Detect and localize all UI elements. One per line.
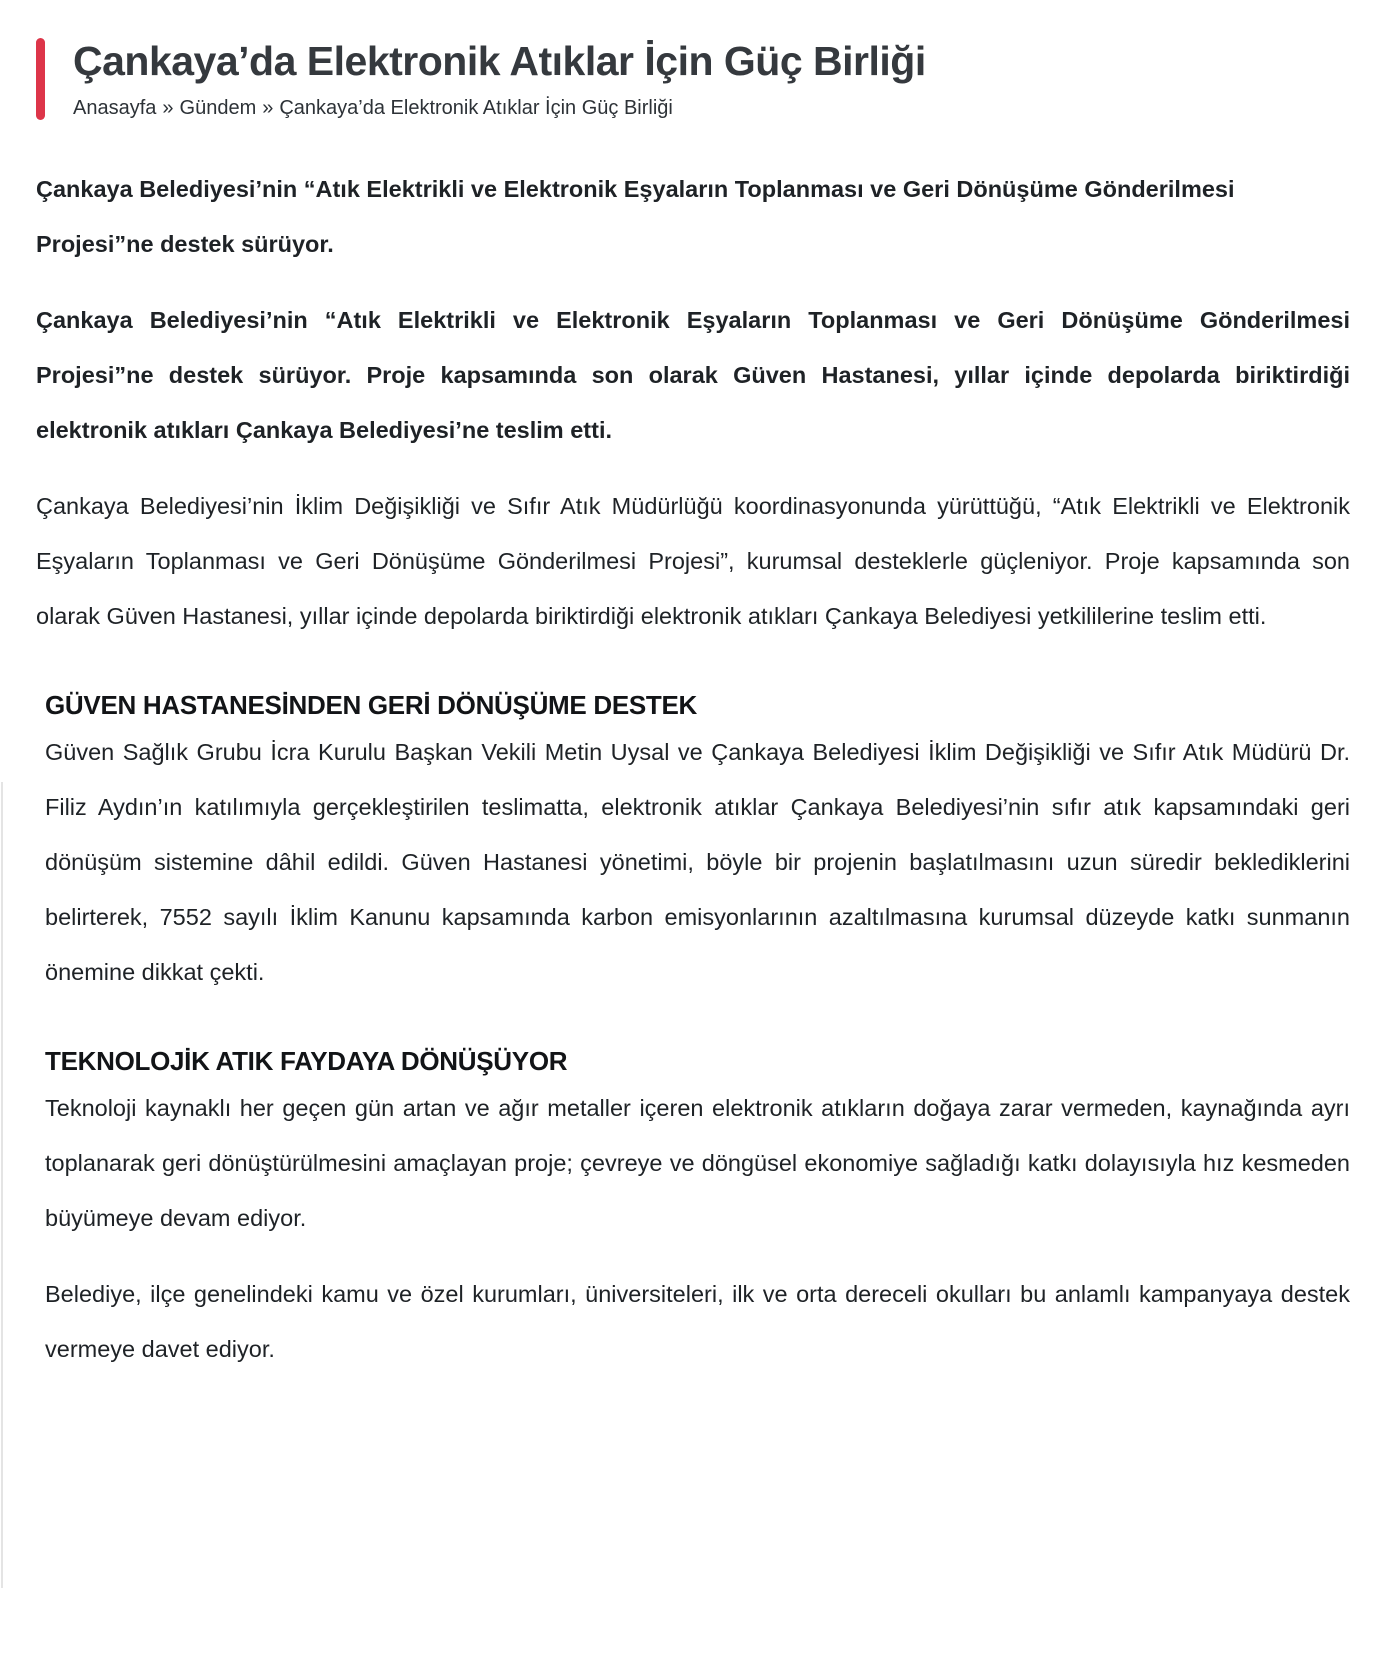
page-title: Çankaya’da Elektronik Atıklar İçin Güç Birliği — [73, 38, 926, 84]
breadcrumb-current: Çankaya’da Elektronik Atıklar İçin Güç Birliği — [279, 97, 673, 120]
breadcrumb — [73, 97, 926, 120]
section-heading-teknolojik: TEKNOLOJİK ATIK FAYDAYA DÖNÜŞÜYOR — [45, 1046, 568, 1077]
section-teknolojik-atik — [45, 1046, 1350, 1377]
header-texts — [73, 38, 926, 120]
lower-sections — [36, 690, 1350, 1377]
section-paragraph: Teknoloji kaynaklı her geçen gün artan ve ağır metaller içeren elektronik atıkların doğaya zarar vermeden, kaynağında ayrı toplanarak geri dönüştürülmesini amaçlayan proje; çevreye ve döngüsel ekonomiye sağladığı katkı dolayısıyla hız kesmeden büyümeye devam ediyor. — [45, 1095, 1350, 1232]
summary-paragraph: Çankaya Belediyesi’nin “Atık Elektrikli ve Elektronik Eşyaların Toplanması ve Geri Dönüşüme Gönderilmesi Projesi”ne destek sürüyor. Proje kapsamında son olarak Güven Hastanesi, yıllar içinde depolarda biriktirdiği elektronik atıkları Çankaya Belediyesi’ne teslim etti. — [36, 307, 1350, 444]
breadcrumb-link-category[interactable]: Gündem — [179, 97, 257, 120]
section-guven-hastanesi — [45, 690, 1350, 1000]
intro-paragraph: Çankaya Belediyesi’nin İklim Değişikliği ve Sıfır Atık Müdürlüğü koordinasyonunda yürüttüğü, “Atık Elektrikli ve Elektronik Eşyaların Toplanması ve Geri Dönüşüme Gönderilmesi Projesi”, kurumsal desteklerle güçleniyor. Proje kapsamında son olarak Güven Hastanesi, yıllar içinde depolarda biriktirdiği elektronik atıkları Çankaya Belediyesi yetkililerine teslim etti. — [36, 493, 1350, 630]
section-paragraph: Güven Sağlık Grubu İcra Kurulu Başkan Vekili Metin Uysal ve Çankaya Belediyesi İklim Değişikliği ve Sıfır Atık Müdürü Dr. Filiz Aydın’ın katılımıyla gerçekleştirilen teslimatta, elektronik atıklar Çankaya Belediyesi’nin sıfır atık kapsamındaki geri dönüşüm sistemine dâhil edildi. Güven Hastanesi yönetimi, böyle bir projenin başlatılmasını uzun süredir beklediklerini belirterek, 7552 sayılı İklim Kanunu kapsamında karbon emisyonlarının azaltılmasına kurumsal düzeyde katkı sunmanın önemine dikkat çekti. — [45, 739, 1350, 986]
lead-paragraph: Çankaya Belediyesi’nin “Atık Elektrikli ve Elektronik Eşyaların Toplanması ve Geri Dönüşüme Gönderilmesi Projesi”ne destek sürüyor. — [36, 176, 1235, 258]
section-paragraph: Belediye, ilçe genelindeki kamu ve özel kurumları, üniversiteleri, ilk ve orta dereceli okulları bu anlamlı kampanyaya destek vermeye davet ediyor. — [45, 1281, 1350, 1363]
article-header — [36, 38, 1350, 120]
page-edge-divider — [1, 782, 3, 1588]
section-heading-guven: GÜVEN HASTANESİNDEN GERİ DÖNÜŞÜME DESTEK — [45, 690, 698, 721]
breadcrumb-separator: » — [162, 97, 174, 120]
accent-bar — [36, 38, 45, 120]
breadcrumb-separator: » — [262, 97, 274, 120]
article-body — [36, 162, 1350, 1377]
breadcrumb-link-home[interactable]: Anasayfa — [73, 97, 157, 120]
